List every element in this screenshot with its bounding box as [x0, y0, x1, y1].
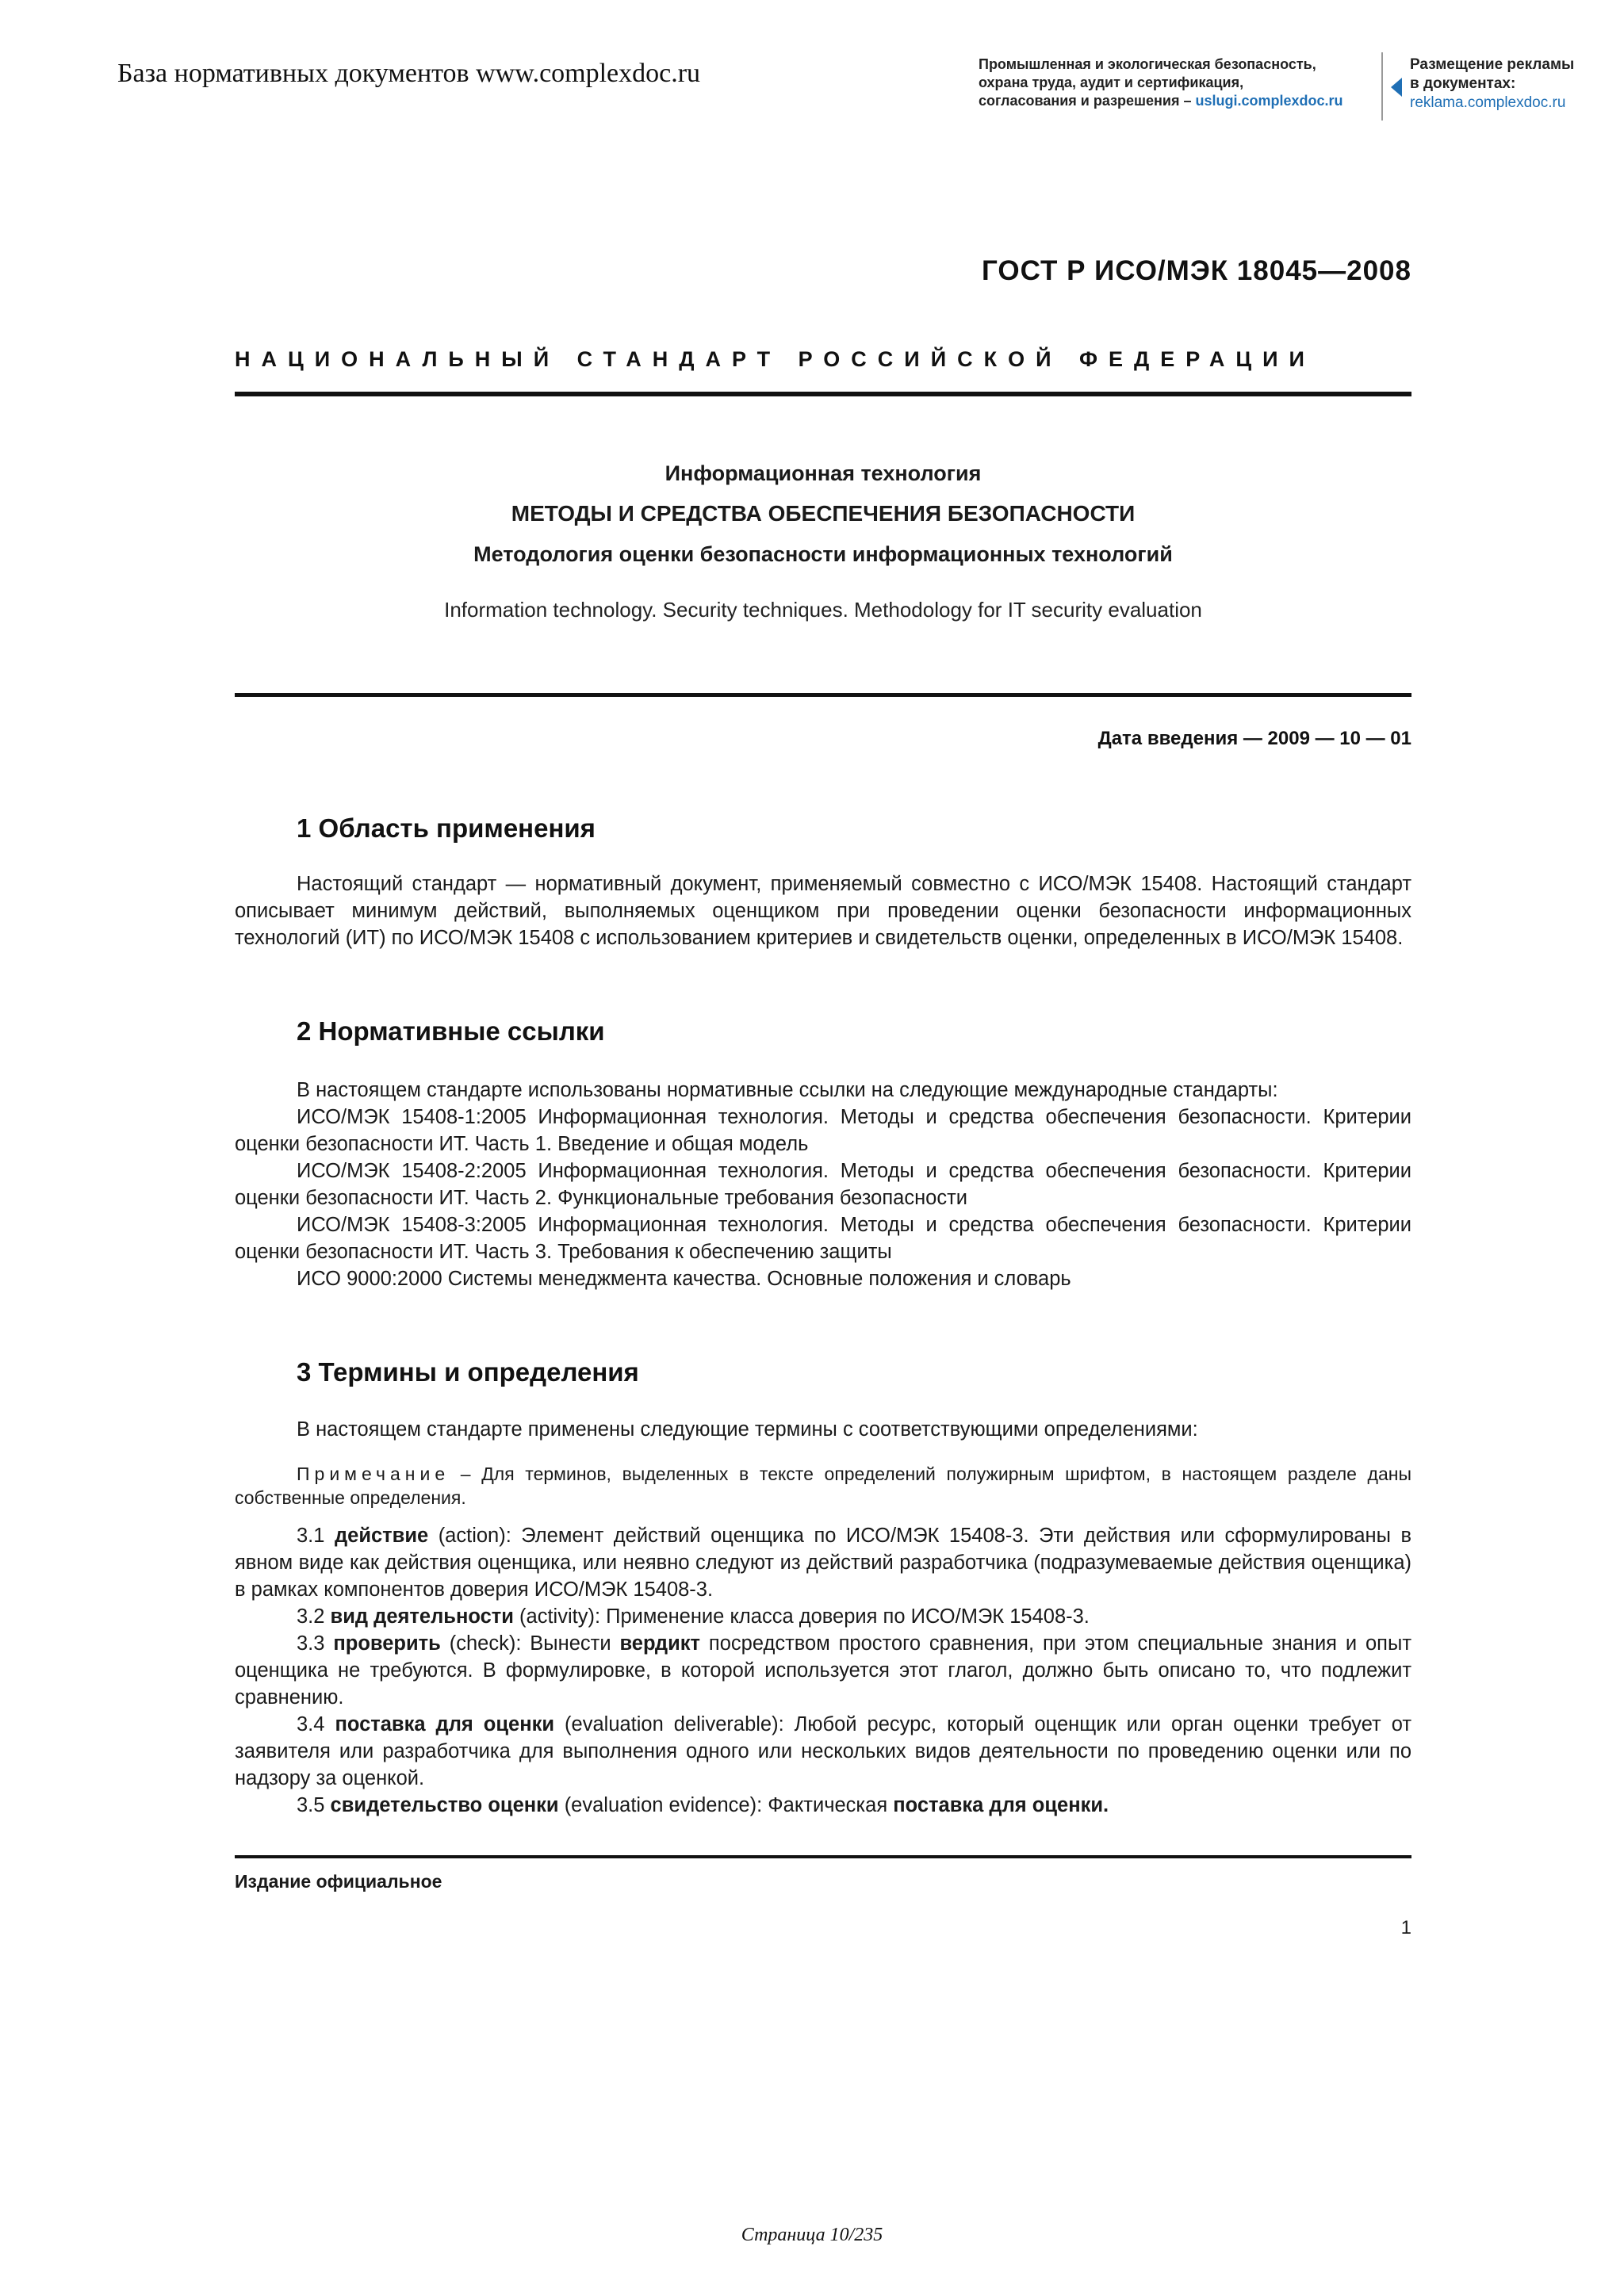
term-3-5: 3.5 свидетельство оценки (evaluation evidence): Фактическая поставка для оценки.: [297, 1794, 1109, 1816]
ad-advertising: [1410, 55, 1600, 113]
section-3-heading: 3 Термины и определения: [297, 1357, 639, 1387]
reference-item: ИСО/МЭК 15408-1:2005 Информационная технология. Методы и средства обеспечения безопасности. Критерии оценки безопасности ИТ. Часть 1. Введение и общая модель: [235, 1106, 1411, 1155]
reference-item: ИСО 9000:2000 Системы менеджмента качества. Основные положения и словарь: [297, 1268, 1071, 1290]
section-2-body: [235, 1077, 1411, 1292]
title-english: Information technology. Security techniques. Methodology for IT security evaluation: [444, 598, 1202, 622]
terms-list: [235, 1522, 1411, 1819]
services-link[interactable]: uslugi.complexdoc.ru: [1195, 93, 1343, 109]
section-2-heading: 2 Нормативные ссылки: [297, 1016, 605, 1046]
arrow-left-icon: [1391, 78, 1402, 97]
advertising-link[interactable]: reklama.complexdoc.ru: [1410, 94, 1566, 111]
title-line-2: МЕТОДЫ И СРЕДСТВА ОБЕСПЕЧЕНИЯ БЕЗОПАСНОСТИ: [511, 501, 1136, 526]
note-text: Примечание – Для терминов, выделенных в тексте определений полужирным шрифтом, в настоящем разделе даны собственные определения.: [235, 1464, 1411, 1508]
ad-services-line3: согласования и разрешения – uslugi.complexdoc.ru: [979, 93, 1343, 109]
reference-item: ИСО/МЭК 15408-2:2005 Информационная технология. Методы и средства обеспечения безопасности. Критерии оценки безопасности ИТ. Часть 2. Функциональные требования безопасности: [235, 1160, 1411, 1209]
term-3-4: 3.4 поставка для оценки (evaluation deliverable): Любой ресурс, который оценщик или орган оценки требует от заявителя или разработчика для выполнения одного или нескольких видов деятельности по проведению оценки или по надзору за оценкой.: [235, 1713, 1411, 1789]
term-3-1: 3.1 действие (action): Элемент действий оценщика по ИСО/МЭК 15408-3. Эти действия или сформулированы в явном виде как действия оценщика, или неявно следуют из действий разработчика (подразумеваемые действия оценщика) в рамках компонентов доверия ИСО/МЭК 15408-3.: [235, 1525, 1411, 1601]
site-title: База нормативных документов www.complexdoc.ru: [117, 59, 701, 88]
ad-advertising-line1: Размещение рекламы: [1410, 56, 1575, 73]
section-3-intro-block: [235, 1416, 1411, 1443]
ad-divider: [1381, 52, 1383, 121]
official-edition-label: Издание официальное: [235, 1871, 442, 1892]
bottom-rule: [235, 1855, 1411, 1858]
section-1-text: Настоящий стандарт — нормативный документ, применяемый совместно с ИСО/МЭК 15408. Настоящий стандарт описывает минимум действий, выполняемых оценщиком при проведении оценки безопасности информационных технологий (ИТ) по ИСО/МЭК 15408 с использованием критериев и свидетельств оценки, определенных в ИСО/МЭК 15408.: [235, 873, 1411, 949]
page-number: 1: [1400, 1917, 1411, 1938]
section-2-intro: В настоящем стандарте использованы нормативные ссылки на следующие международные стандарты:: [297, 1079, 1278, 1101]
ad-services: [979, 55, 1391, 110]
page-counter: Страница 10/235: [741, 2225, 883, 2245]
note-label: Примечание: [297, 1464, 450, 1484]
ad-services-line1: Промышленная и экологическая безопасность,: [979, 56, 1316, 72]
section-1-body: [235, 871, 1411, 951]
ad-services-line2: охрана труда, аудит и сертификация,: [979, 75, 1244, 90]
term-3-2: 3.2 вид деятельности (activity): Применение класса доверия по ИСО/МЭК 15408-3.: [297, 1605, 1090, 1628]
reference-item: ИСО/МЭК 15408-3:2005 Информационная технология. Методы и средства обеспечения безопасности. Критерии оценки безопасности ИТ. Часть 3. Требования к обеспечению защиты: [235, 1214, 1411, 1263]
title-rule: [235, 693, 1411, 697]
title-line-1: Информационная технология: [665, 461, 982, 485]
note-block: [235, 1462, 1411, 1510]
section-3-intro: В настоящем стандарте применены следующие термины с соответствующими определениями:: [297, 1418, 1198, 1441]
document-code: ГОСТ Р ИСО/МЭК 18045—2008: [981, 255, 1411, 286]
top-rule: [235, 392, 1411, 396]
ad-advertising-line2: в документах:: [1410, 75, 1516, 92]
title-line-3: Методология оценки безопасности информационных технологий: [473, 542, 1173, 566]
national-standard-heading: НАЦИОНАЛЬНЫЙ СТАНДАРТ РОССИЙСКОЙ ФЕДЕРАЦИИ: [235, 347, 1316, 371]
introduction-date: Дата введения — 2009 — 10 — 01: [1097, 728, 1411, 749]
term-3-3: 3.3 проверить (check): Вынести вердикт посредством простого сравнения, при этом специальные знания и опыт оценщика не требуются. В формулировке, в которой используется этот глагол, должно быть описано то, что подлежит сравнению.: [235, 1632, 1411, 1709]
section-1-heading: 1 Область применения: [297, 813, 596, 843]
